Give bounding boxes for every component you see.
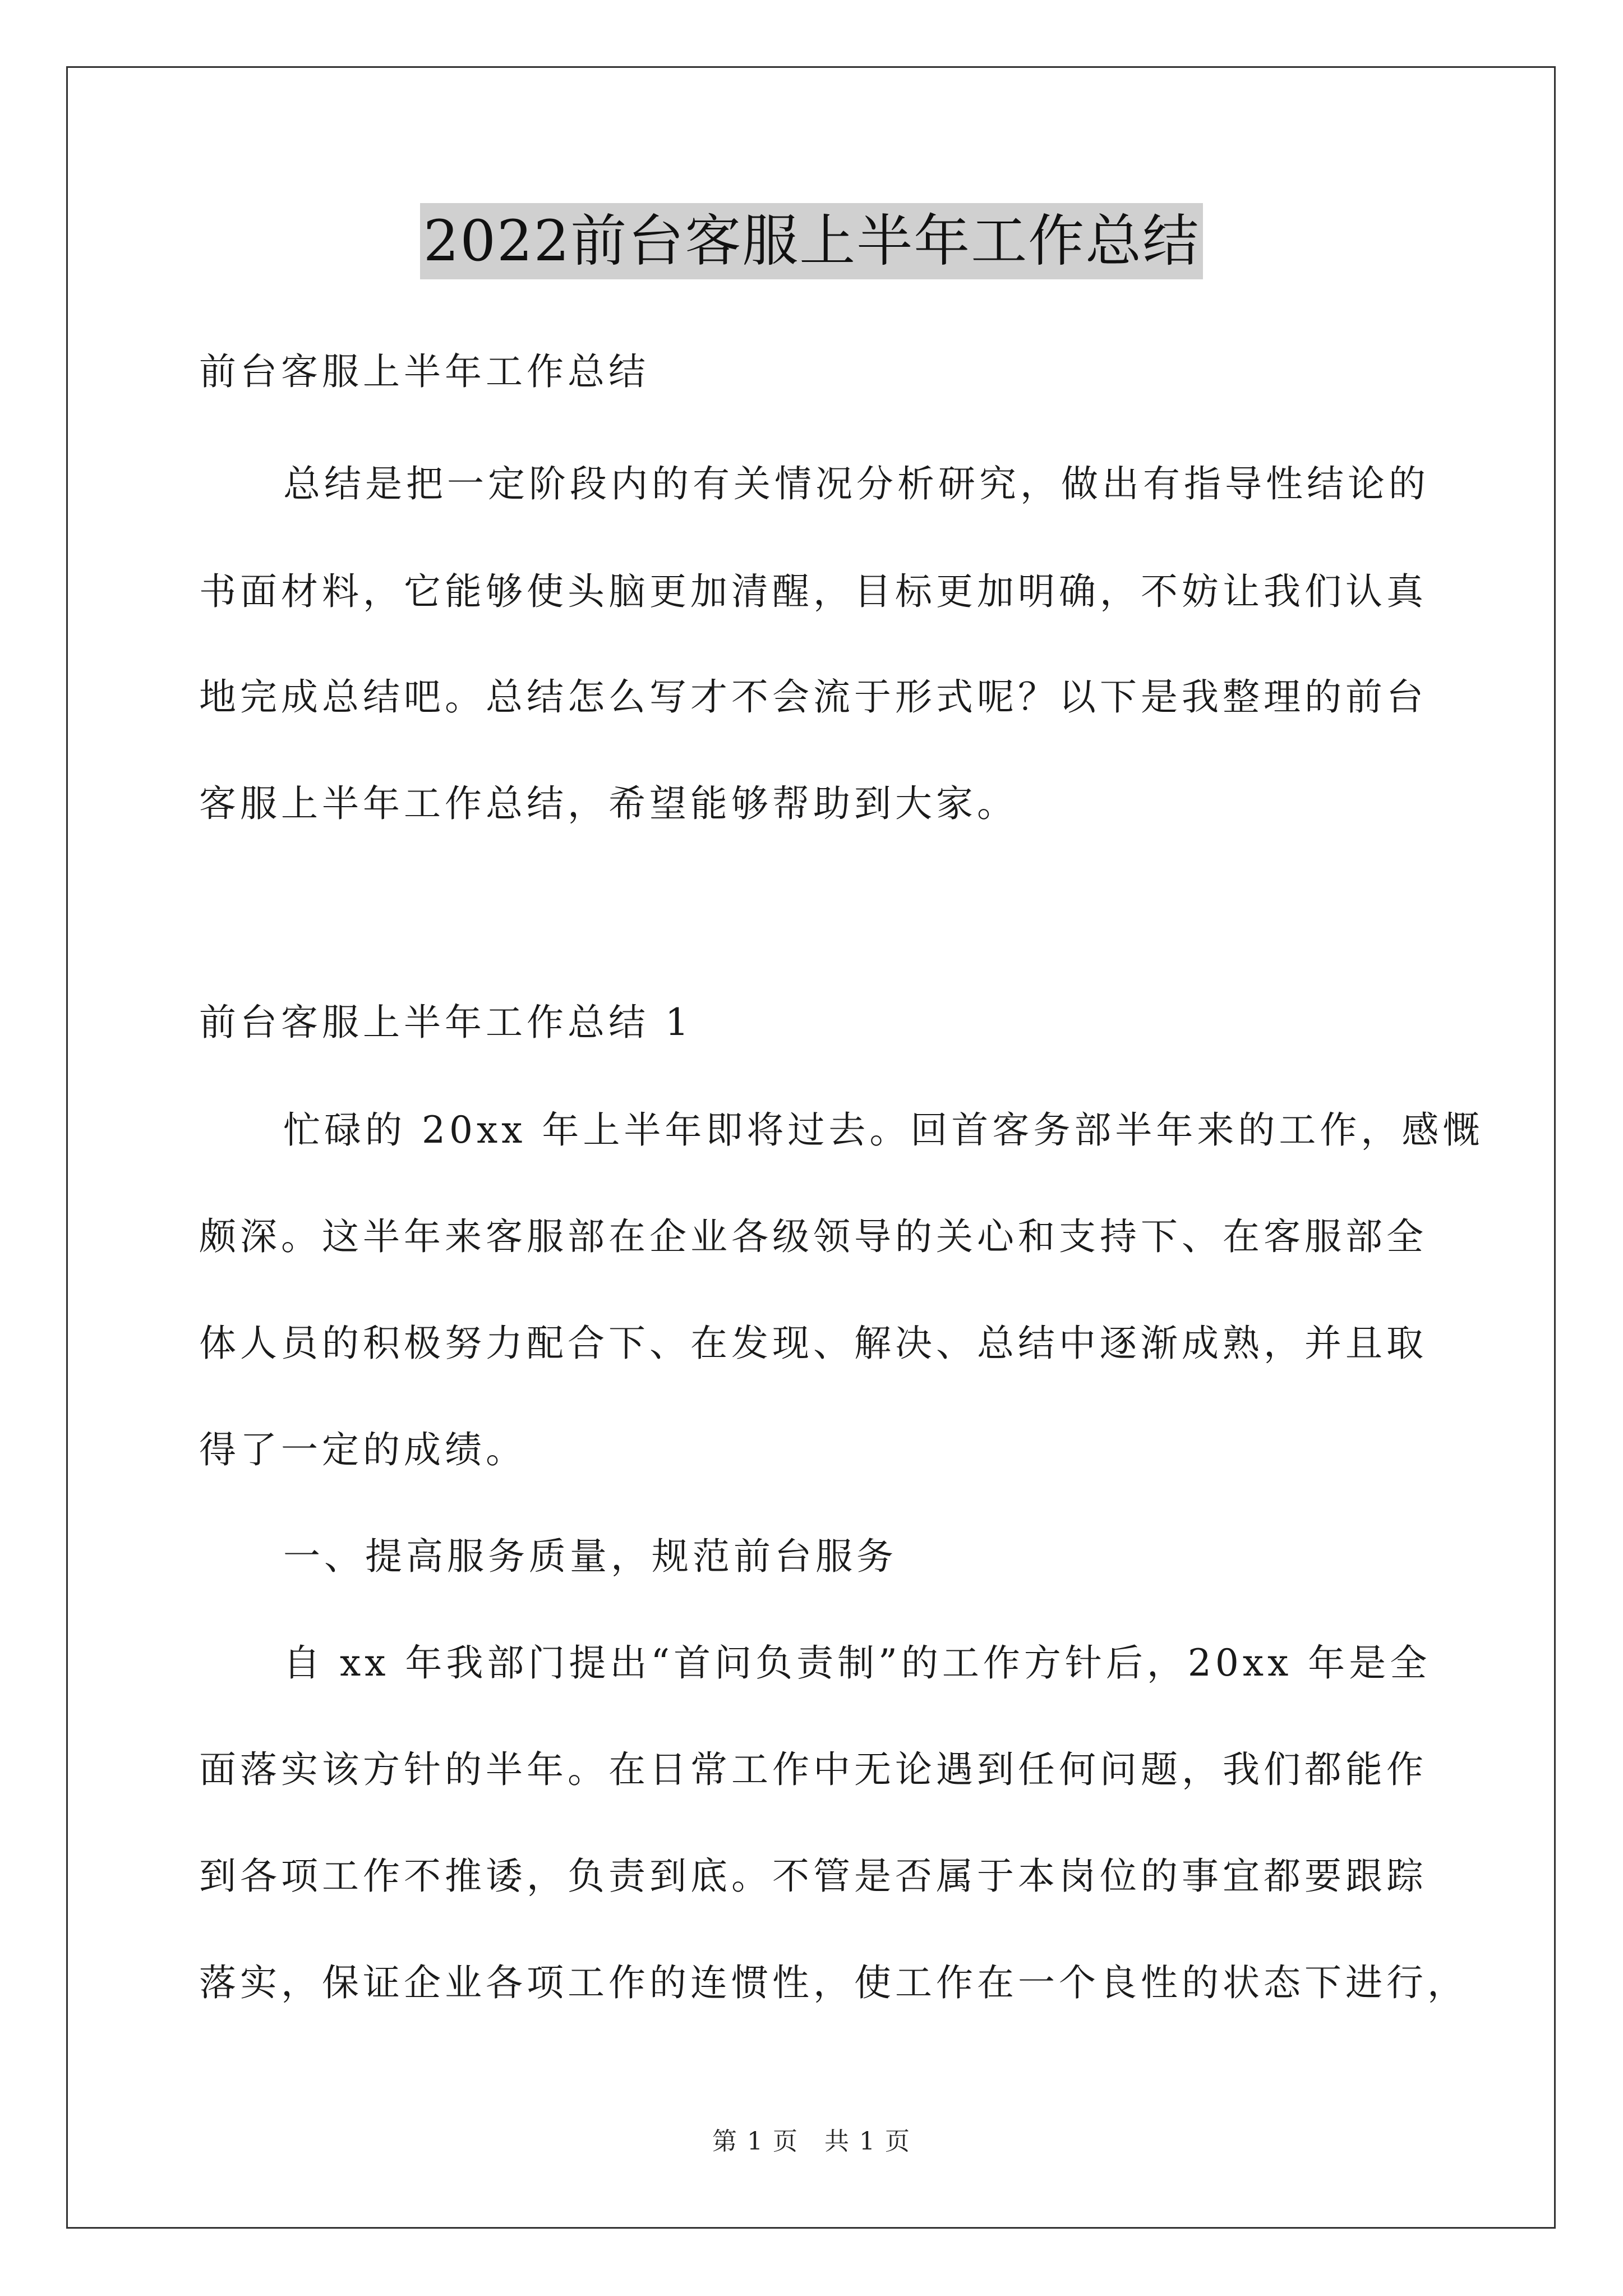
- paragraph-line: 得了一定的成绩。: [199, 1428, 527, 1471]
- paragraph-line: 客服上半年工作总结，希望能够帮助到大家。: [199, 782, 1018, 825]
- subsection-heading: 一、提高服务质量，规范前台服务: [283, 1535, 897, 1578]
- paragraph-line: 面落实该方针的半年。在日常工作中无论遇到任何问题，我们都能作: [199, 1748, 1427, 1791]
- section-heading: 前台客服上半年工作总结 1: [199, 1001, 693, 1044]
- paragraph-line: 自 xx 年我部门提出“首问负责制”的工作方针后，20xx 年是全: [283, 1641, 1431, 1685]
- paragraph-line: 颇深。这半年来客服部在企业各级领导的关心和支持下、在客服部全: [199, 1215, 1427, 1258]
- subtitle-line: 前台客服上半年工作总结: [199, 350, 649, 393]
- paragraph-line: 落实，保证企业各项工作的连惯性，使工作在一个良性的状态下进行，: [199, 1961, 1468, 2004]
- title-wrap: [0, 203, 1623, 279]
- paragraph-line: 体人员的积极努力配合下、在发现、解决、总结中逐渐成熟，并且取: [199, 1322, 1427, 1365]
- paragraph-line: 到各项工作不推诿，负责到底。不管是否属于本岗位的事宜都要跟踪: [199, 1855, 1427, 1898]
- paragraph-line: 忙碌的 20xx 年上半年即将过去。回首客务部半年来的工作，感慨: [283, 1108, 1484, 1152]
- document-title: 2022前台客服上半年工作总结: [420, 203, 1204, 279]
- page-number: 第 1 页 共 1 页: [712, 2127, 911, 2156]
- paragraph-line: 书面材料，它能够使头脑更加清醒，目标更加明确，不妨让我们认真: [199, 570, 1427, 613]
- paragraph-line: 地完成总结吧。总结怎么写才不会流于形式呢？以下是我整理的前台: [199, 675, 1427, 719]
- paragraph-line: 总结是把一定阶段内的有关情况分析研究，做出有指导性结论的: [283, 462, 1430, 505]
